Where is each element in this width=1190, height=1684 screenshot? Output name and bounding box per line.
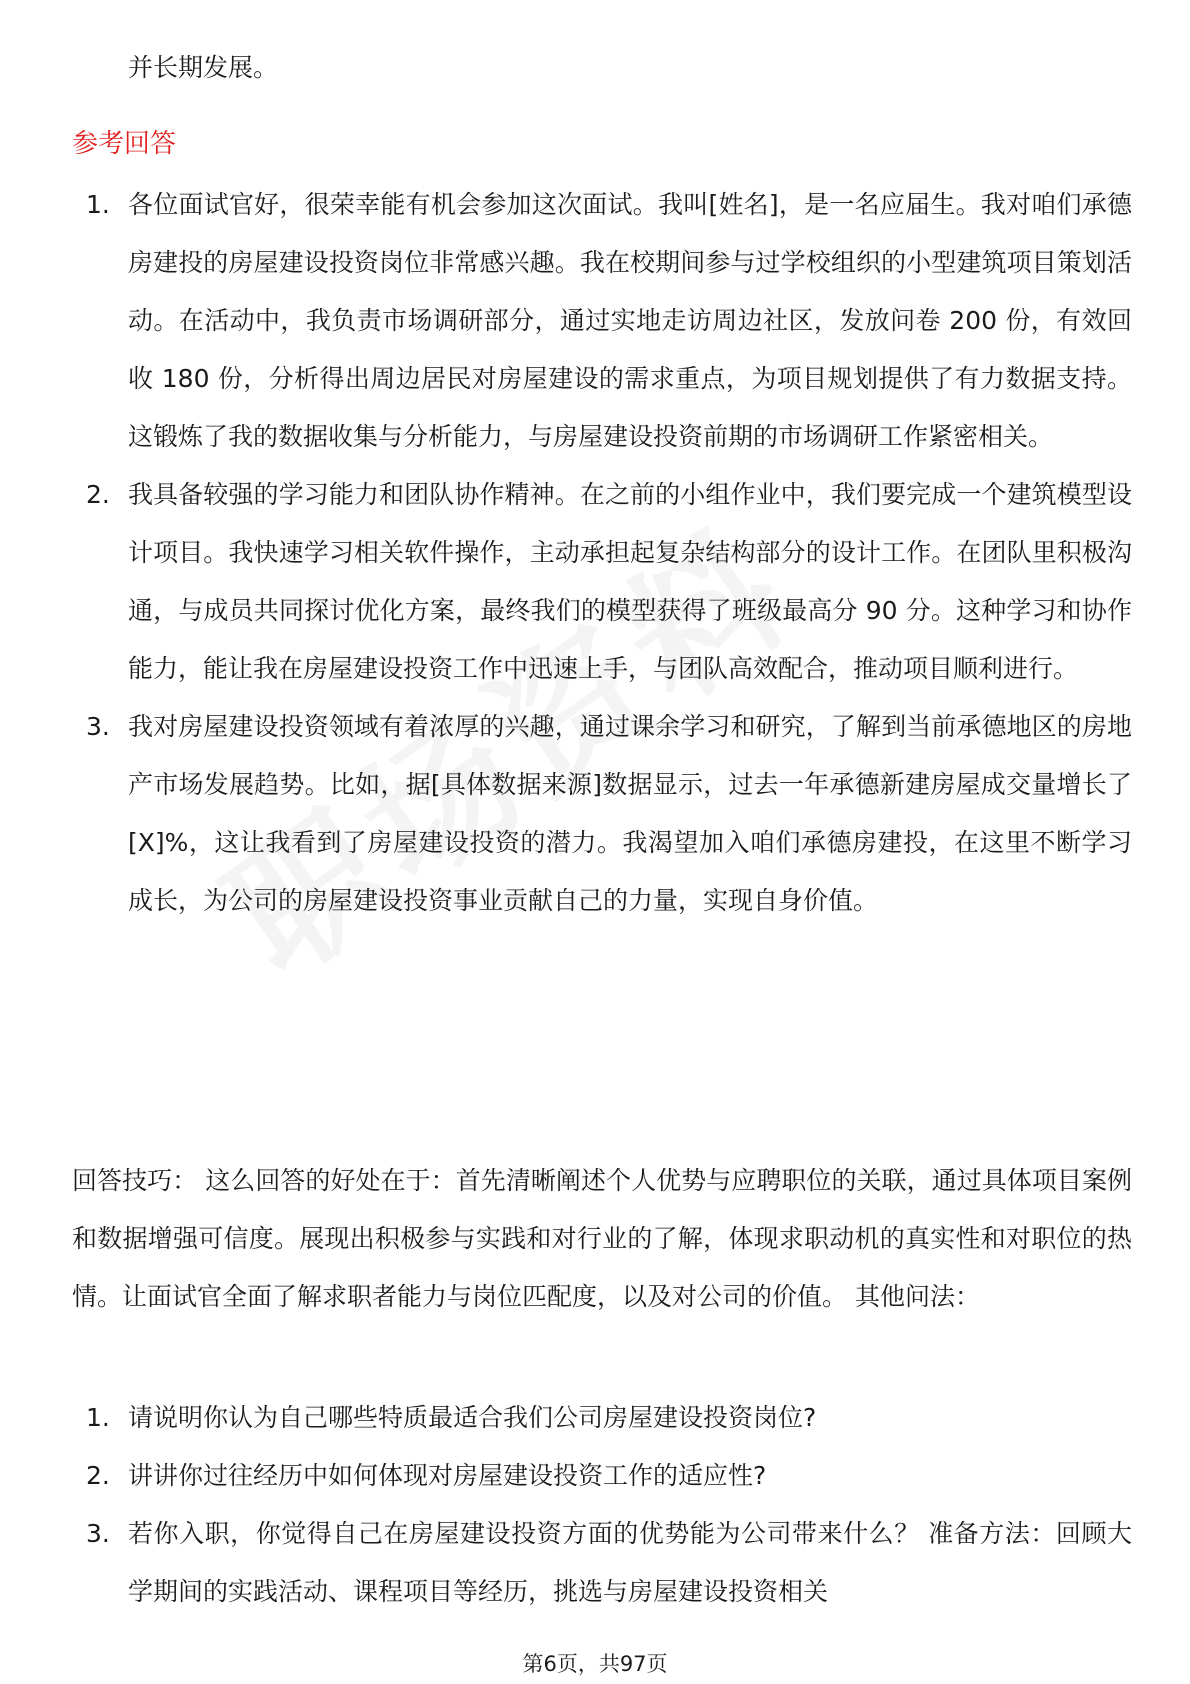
list-item <box>72 176 1132 466</box>
list-item-text: 我对房屋建设投资领域有着浓厚的兴趣，通过课余学习和研究，了解到当前承德地区的房地产市场发展趋势。比如，据[具体数据来源]数据显示，过去一年承德新建房屋成交量增长了[X]%，这让我看到了房屋建设投资的潜力。我渴望加入咱们承德房建投，在这里不断学习成长，为公司的房屋建设投资事业贡献自己的力量，实现自身价值。 <box>128 712 1132 915</box>
list-number: 2. <box>86 480 110 509</box>
list-number: 1. <box>86 190 110 219</box>
list-item-text: 讲讲你过往经历中如何体现对房屋建设投资工作的适应性? <box>128 1461 767 1490</box>
list-item <box>72 698 1132 930</box>
list-item-text: 若你入职，你觉得自己在房屋建设投资方面的优势能为公司带来什么？ 准备方法：回顾大学期间的实践活动、课程项目等经历，挑选与房屋建设投资相关 <box>128 1519 1132 1606</box>
list-number: 1. <box>86 1403 110 1432</box>
page-number-footer: 第6页，共97页 <box>522 1652 668 1676</box>
list-number: 2. <box>86 1461 110 1490</box>
continuation-text: 并长期发展。 <box>128 53 279 82</box>
list-item-text: 请说明你认为自己哪些特质最适合我们公司房屋建设投资岗位? <box>128 1403 817 1432</box>
list-item <box>72 466 1132 698</box>
answer-tips: 回答技巧： 这么回答的好处在于：首先清晰阐述个人优势与应聘职位的关联，通过具体项目案例和数据增强可信度。展现出积极参与实践和对行业的了解，体现求职动机的真实性和对职位的热情。让面试官全面了解求职者能力与岗位匹配度，以及对公司的价值。 其他问法： <box>72 1166 1132 1311</box>
other-questions-list <box>72 1389 1132 1621</box>
list-number: 3. <box>86 1519 110 1548</box>
list-item-text: 各位面试官好，很荣幸能有机会参加这次面试。我叫[姓名]，是一名应届生。我对咱们承德房建投的房屋建设投资岗位非常感兴趣。我在校期间参与过学校组织的小型建筑项目策划活动。在活动中，我负责市场调研部分，通过实地走访周边社区，发放问卷 200 份，有效回收 180 份，分析得出周边居民对房屋建设的需求重点，为项目规划提供了有力数据支持。这锻炼了我的数据收集与分析能力，与房屋建设投资前期的市场调研工作紧密相关。 <box>128 190 1132 451</box>
list-item-text: 我具备较强的学习能力和团队协作精神。在之前的小组作业中，我们要完成一个建筑模型设计项目。我快速学习相关软件操作，主动承担起复杂结构部分的设计工作。在团队里积极沟通，与成员共同探讨优化方案，最终我们的模型获得了班级最高分 90 分。这种学习和协作能力，能让我在房屋建设投资工作中迅速上手，与团队高效配合，推动项目顺利进行。 <box>128 480 1132 683</box>
list-number: 3. <box>86 712 110 741</box>
answer-list <box>72 176 1132 930</box>
answer-heading: 参考回答 <box>72 129 177 159</box>
list-item <box>72 1389 1132 1447</box>
list-item <box>72 1447 1132 1505</box>
list-item <box>72 1505 1132 1621</box>
